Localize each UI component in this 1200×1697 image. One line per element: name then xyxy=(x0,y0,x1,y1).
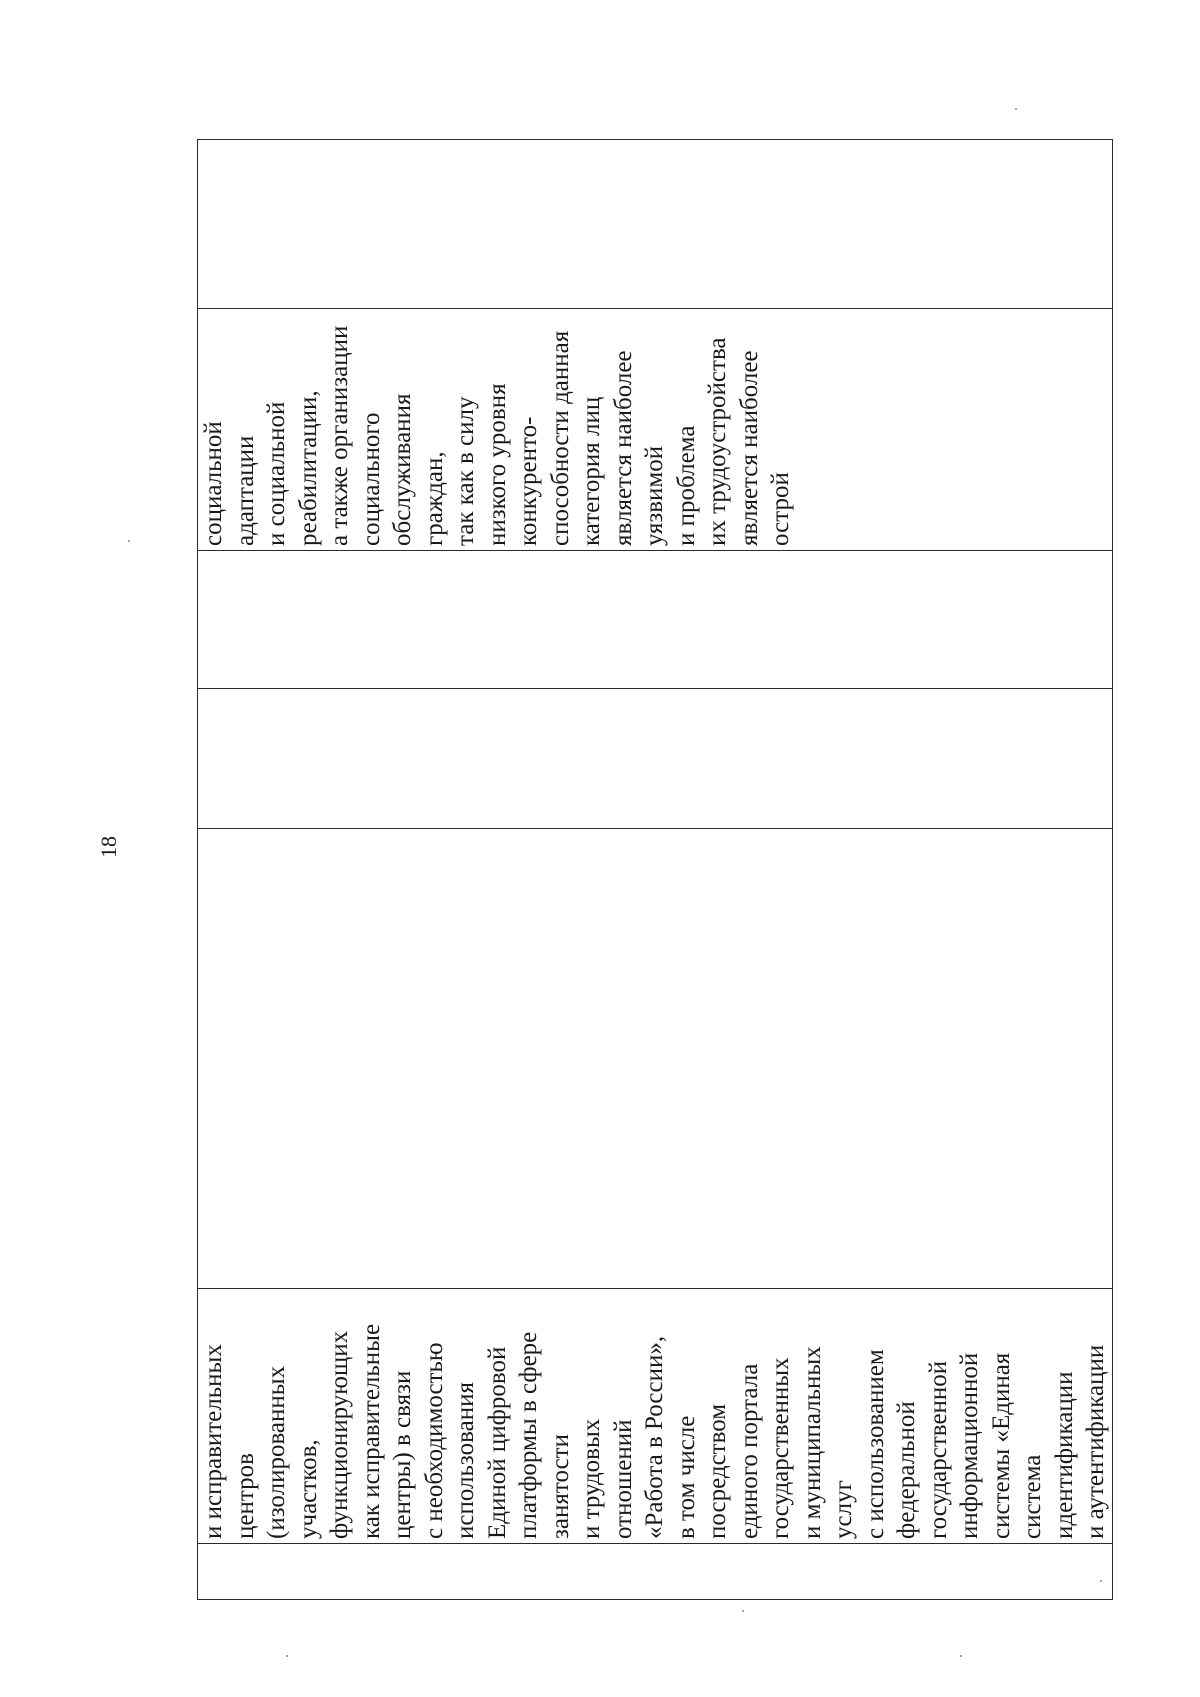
cell-text-line: реабилитации, xyxy=(294,390,322,546)
scan-speck xyxy=(742,1610,744,1612)
cell-text-line: способности данная xyxy=(546,330,574,546)
cell-text-line: с использованием xyxy=(861,1349,889,1539)
scan-speck xyxy=(128,540,130,542)
cell-text-line: государственной xyxy=(924,1360,952,1539)
table-cell-col4 xyxy=(198,689,1113,829)
scan-speck xyxy=(1015,108,1017,110)
cell-text-line: система xyxy=(1019,1454,1046,1539)
cell-text-line: федеральной xyxy=(893,1401,920,1539)
cell-text-line: конкуренто- xyxy=(515,416,542,546)
cell-text-line: использования xyxy=(452,1382,479,1539)
document-table xyxy=(197,139,1113,1600)
cell-text-line: центры) в связи xyxy=(389,1370,416,1539)
cell-text-line: посредством xyxy=(704,1403,731,1539)
cell-text-line: информационной xyxy=(956,1352,983,1539)
cell-text-line: а также организации xyxy=(326,325,353,546)
cell-text-line: как исправительные xyxy=(357,1323,385,1539)
cell-text-line: платформы в сфере xyxy=(515,1331,542,1539)
cell-text-line: социальной xyxy=(200,421,227,546)
cell-text-line: центров xyxy=(231,1453,259,1539)
cell-text-line: и проблема xyxy=(672,425,700,546)
cell-text-line: (изолированных xyxy=(263,1365,290,1539)
scan-speck xyxy=(1100,1580,1102,1582)
cell-text-line: и муниципальных xyxy=(798,1346,826,1539)
table-row xyxy=(198,140,1113,1600)
cell-text-line: государственных xyxy=(767,1357,794,1539)
cell-text-line: и исправительных xyxy=(200,1344,227,1539)
cell-text-line: граждан, xyxy=(420,451,448,546)
cell-text-line: адаптации xyxy=(231,435,259,546)
table-cell-col1 xyxy=(198,1544,1113,1600)
table-cell-col2 xyxy=(198,1289,1113,1544)
cell-text-line: и трудовых xyxy=(578,1418,605,1539)
scan-speck xyxy=(286,1655,288,1657)
cell-text-line: Единой цифровой xyxy=(483,1346,511,1539)
cell-text-line: системы «Единая xyxy=(987,1352,1015,1539)
cell-text-line: с необходимостью xyxy=(420,1342,448,1539)
table-cell-col3 xyxy=(198,829,1113,1289)
cell-text-line: является наиболее xyxy=(735,350,763,546)
cell-text-line: обслуживания xyxy=(389,393,416,546)
table-cell-col6 xyxy=(198,309,1113,551)
cell-text-line: их трудоустройства xyxy=(704,337,731,546)
table-cell-col7 xyxy=(198,140,1113,309)
cell-text-line: острой xyxy=(767,472,794,546)
cell-text-line: и аутентификации xyxy=(1082,1344,1109,1539)
cell-text-line: социального xyxy=(357,412,385,546)
table-cell-col5 xyxy=(198,551,1113,689)
cell-text-line: в том числе xyxy=(672,1415,700,1539)
cell-text-line: категория лиц xyxy=(578,396,605,546)
cell-text-line: участков, xyxy=(294,1439,322,1539)
cell-text-line: так как в силу xyxy=(452,396,479,546)
cell-text-line: единого портала xyxy=(735,1363,763,1539)
cell-text-line: отношений xyxy=(609,1419,637,1539)
cell-text-line: функционирующих xyxy=(326,1330,353,1539)
page-number: 18 xyxy=(96,836,121,858)
rotated-table-container xyxy=(197,140,1109,1600)
cell-text-line: и социальной xyxy=(263,401,290,546)
scan-speck xyxy=(960,1655,962,1657)
cell-text-line: идентификации xyxy=(1050,1371,1078,1539)
cell-text-line: уязвимой xyxy=(641,445,668,546)
cell-text-line: занятости xyxy=(546,1434,574,1539)
cell-text-line: услуг xyxy=(830,1480,857,1539)
cell-text-line: низкого уровня xyxy=(483,383,511,546)
cell-text-line: «Работа в России», xyxy=(641,1335,668,1539)
cell-text-line: является наиболее xyxy=(609,350,637,546)
